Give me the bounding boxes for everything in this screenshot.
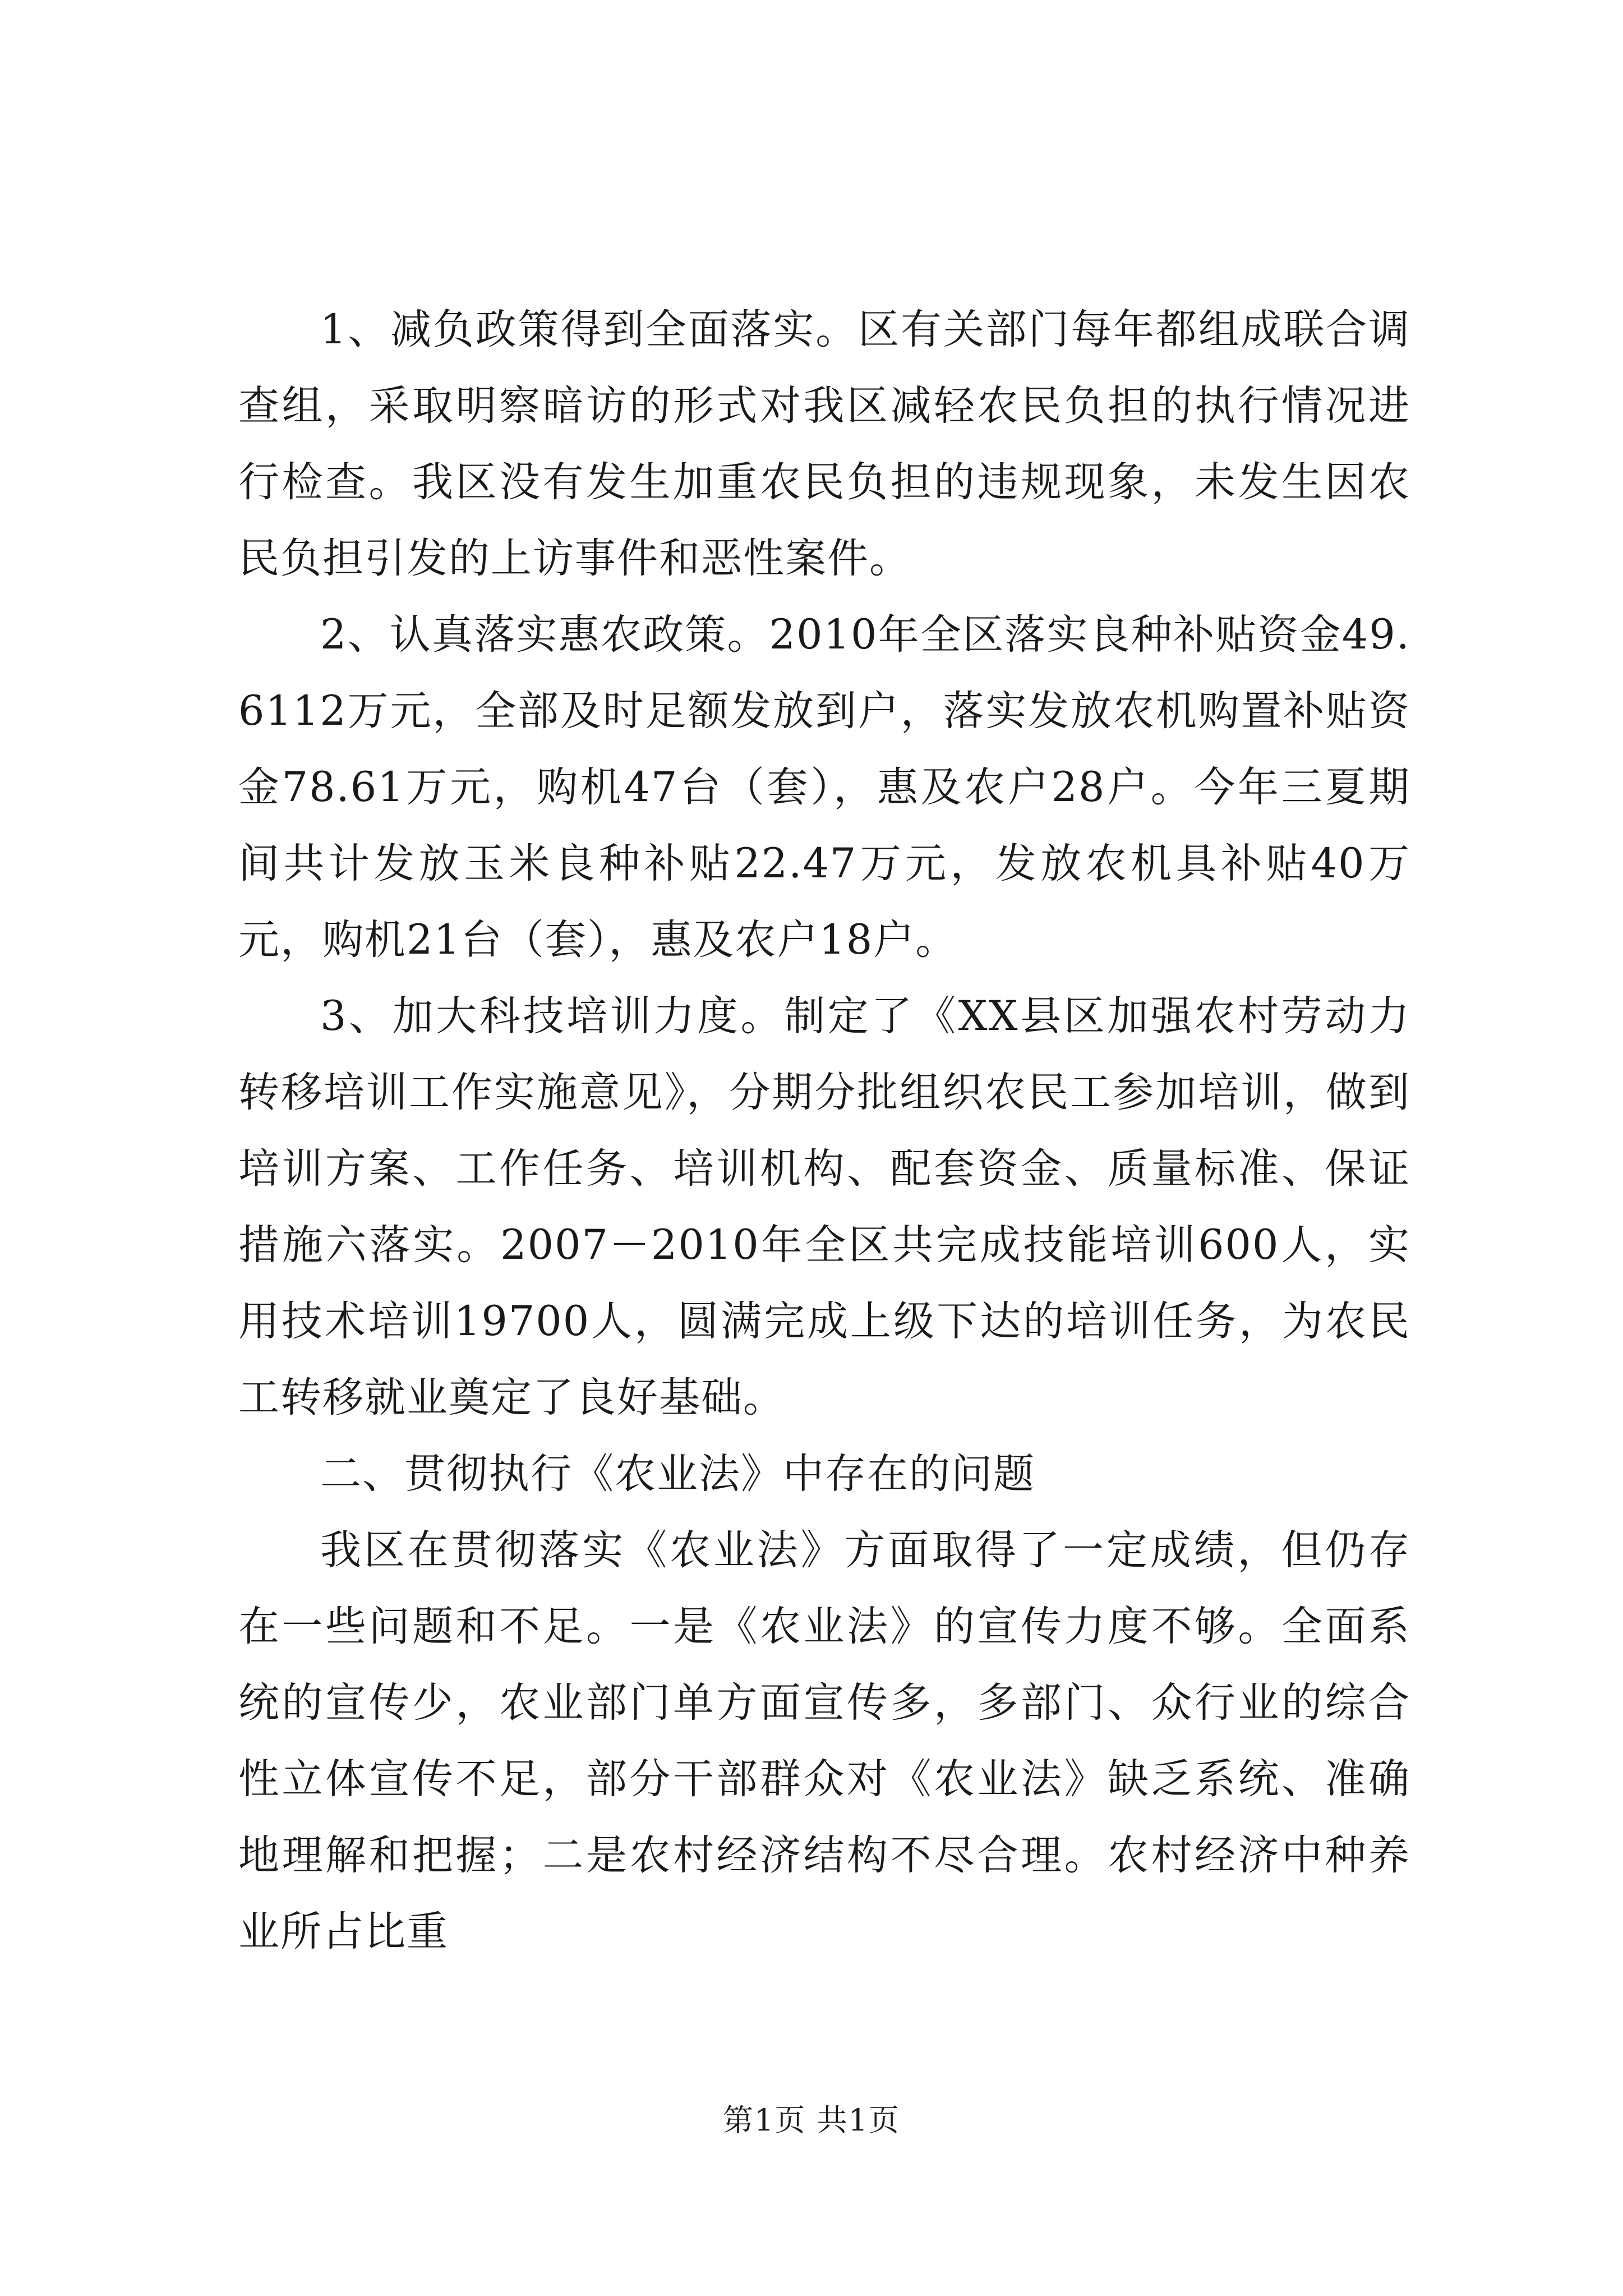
document-body [238,292,1410,1970]
page-number-footer: 第1页 共1页 [723,2102,900,2138]
section-heading: 二、贯彻执行《农业法》中存在的问题 [320,1450,1035,1498]
paragraph-training: 3、加大科技培训力度。制定了《XX县区加强农村劳动力转移培训工作实施意见》，分期分批组织农民工参加培训，做到培训方案、工作任务、培训机构、配套资金、质量标准、保证措施六落实。2007－2010年全区共完成技能培训600人，实用技术培训19700人，圆满完成上级下达的培训任务，为农民工转移就业奠定了良好基础。 [238,992,1410,1421]
paragraph-problems: 我区在贯彻落实《农业法》方面取得了一定成绩，但仍存在一些问题和不足。一是《农业法》的宣传力度不够。全面系统的宣传少，农业部门单方面宣传多，多部门、众行业的综合性立体宣传不足，部分干部群众对《农业法》缺乏系统、准确地理解和把握；二是农村经济结构不尽合理。农村经济中种养业所占比重 [238,1526,1410,1955]
paragraph-policy-burden: 1、减负政策得到全面落实。区有关部门每年都组成联合调查组，采取明察暗访的形式对我区减轻农民负担的执行情况进行检查。我区没有发生加重农民负担的违规现象，未发生因农民负担引发的上访事件和恶性案件。 [238,306,1410,582]
paragraph-subsidy-policy: 2、认真落实惠农政策。2010年全区落实良种补贴资金49.6112万元，全部及时足额发放到户，落实发放农机购置补贴资金78.61万元，购机47台（套），惠及农户28户。今年三夏期间共计发放玉米良种补贴22.47万元，发放农机具补贴40万元，购机21台（套），惠及农户18户。 [238,611,1410,964]
